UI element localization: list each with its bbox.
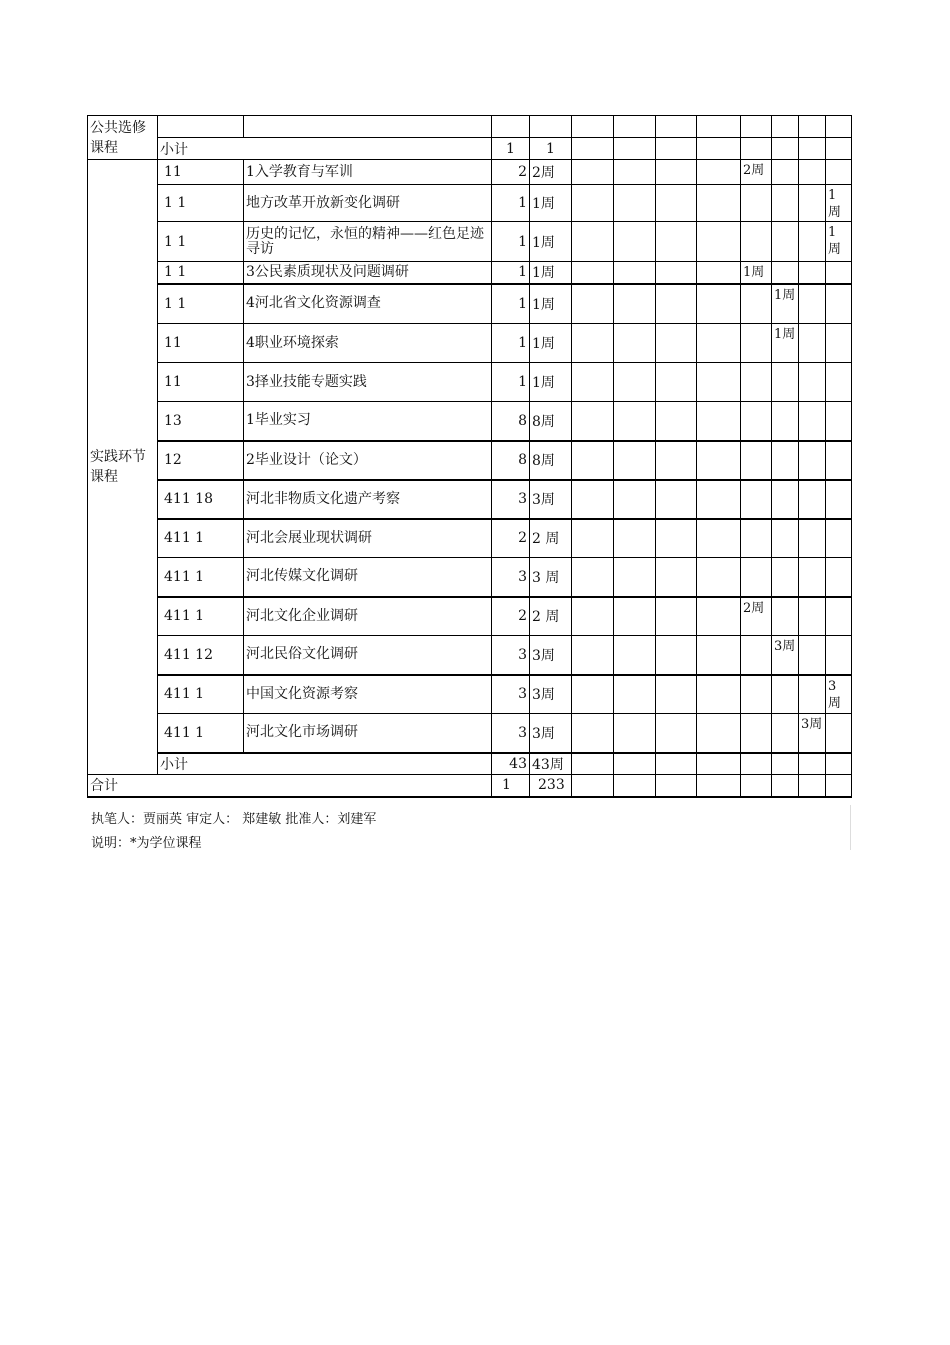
course-credits: 3 — [492, 714, 530, 753]
course-code: 12 — [158, 441, 244, 480]
semester-cell — [614, 185, 656, 222]
semester-cell — [572, 558, 614, 597]
semester-cell — [826, 262, 852, 284]
semester-cell — [614, 714, 656, 753]
semester-cell — [614, 402, 656, 441]
course-name: 3择业技能专题实践 — [244, 363, 492, 402]
semester-cell — [614, 160, 656, 185]
practice-subtotal-weeks: 43周 — [530, 753, 572, 775]
practice-row — [88, 262, 852, 284]
course-name: 河北会展业现状调研 — [244, 519, 492, 558]
semester-cell — [614, 675, 656, 714]
course-credits: 8 — [492, 402, 530, 441]
course-code: 11 — [158, 363, 244, 402]
semester-cell — [741, 558, 772, 597]
course-code: 13 — [158, 402, 244, 441]
semester-cell — [656, 441, 697, 480]
semester-cell — [741, 363, 772, 402]
course-name: 历史的记忆，永恒的精神——红色足迹寻访 — [244, 222, 492, 262]
semester-cell — [799, 402, 826, 441]
course-weeks: 2 周 — [530, 597, 572, 636]
semester-cell — [697, 714, 741, 753]
semester-cell — [572, 262, 614, 284]
course-credits: 1 — [492, 363, 530, 402]
grand-total-row — [88, 775, 852, 797]
practice-row — [88, 480, 852, 519]
course-code: 11 — [158, 160, 244, 185]
course-code: 1 1 — [158, 222, 244, 262]
semester-cell — [697, 324, 741, 363]
course-code: 11 — [158, 324, 244, 363]
semester-cell — [697, 160, 741, 185]
semester-weeks: 2周 — [741, 160, 772, 185]
semester-cell — [799, 636, 826, 675]
semester-cell — [572, 441, 614, 480]
semester-cell — [772, 480, 799, 519]
semester-cell — [656, 675, 697, 714]
semester-cell — [697, 441, 741, 480]
semester-cell — [772, 714, 799, 753]
semester-cell — [826, 284, 852, 324]
semester-cell — [741, 441, 772, 480]
course-credits: 3 — [492, 675, 530, 714]
semester-cell — [614, 597, 656, 636]
semester-cell — [572, 160, 614, 185]
semester-cell — [572, 222, 614, 262]
semester-cell — [826, 480, 852, 519]
course-weeks: 3周 — [530, 636, 572, 675]
total-label: 合计 — [88, 775, 492, 797]
semester-cell — [614, 441, 656, 480]
course-weeks: 3周 — [530, 480, 572, 519]
semester-weeks: 1周 — [772, 324, 799, 363]
course-weeks: 3周 — [530, 714, 572, 753]
semester-cell — [826, 636, 852, 675]
semester-cell — [741, 714, 772, 753]
practice-row — [88, 363, 852, 402]
semester-cell — [741, 324, 772, 363]
course-weeks: 1周 — [530, 324, 572, 363]
semester-cell — [656, 480, 697, 519]
semester-cell — [572, 185, 614, 222]
course-name: 4职业环境探索 — [244, 324, 492, 363]
semester-cell — [572, 480, 614, 519]
grand-total-hours: 233 — [530, 775, 572, 797]
course-credits: 2 — [492, 597, 530, 636]
subtotal-label: 小计 — [158, 753, 492, 775]
semester-cell — [772, 185, 799, 222]
semester-weeks: 1周 — [826, 222, 852, 262]
course-name: 1毕业实习 — [244, 402, 492, 441]
course-credits: 1 — [492, 262, 530, 284]
semester-cell — [656, 262, 697, 284]
practice-row — [88, 441, 852, 480]
elective-subtotal-hours: 1 — [530, 138, 572, 160]
course-name: 地方改革开放新变化调研 — [244, 185, 492, 222]
practice-row — [88, 636, 852, 675]
course-credits: 1 — [492, 222, 530, 262]
semester-cell — [697, 402, 741, 441]
elective-row — [88, 116, 852, 138]
semester-cell — [572, 675, 614, 714]
semester-cell — [656, 558, 697, 597]
semester-cell — [656, 284, 697, 324]
elective-subtotal-row — [88, 138, 852, 160]
practice-row — [88, 160, 852, 185]
semester-weeks: 3周 — [826, 675, 852, 714]
course-weeks: 1周 — [530, 222, 572, 262]
semester-cell — [799, 675, 826, 714]
semester-cell — [614, 363, 656, 402]
semester-cell — [799, 597, 826, 636]
course-credits: 2 — [492, 160, 530, 185]
semester-cell — [572, 597, 614, 636]
semester-cell — [772, 160, 799, 185]
semester-weeks: 1周 — [826, 185, 852, 222]
practice-row — [88, 324, 852, 363]
semester-cell — [799, 284, 826, 324]
semester-cell — [741, 519, 772, 558]
course-code: 411 1 — [158, 714, 244, 753]
course-weeks: 1周 — [530, 284, 572, 324]
course-credits: 1 — [492, 284, 530, 324]
course-weeks: 1周 — [530, 363, 572, 402]
semester-cell — [741, 222, 772, 262]
semester-cell — [697, 185, 741, 222]
semester-cell — [799, 480, 826, 519]
semester-cell — [614, 262, 656, 284]
semester-cell — [572, 324, 614, 363]
subtotal-label: 小计 — [158, 138, 492, 160]
course-name: 河北传媒文化调研 — [244, 558, 492, 597]
semester-cell — [697, 597, 741, 636]
course-credits: 1 — [492, 185, 530, 222]
semester-cell — [614, 480, 656, 519]
practice-row — [88, 519, 852, 558]
semester-cell — [741, 675, 772, 714]
semester-cell — [826, 558, 852, 597]
category-elective: 公共选修课程 — [88, 116, 158, 160]
semester-cell — [656, 636, 697, 675]
semester-cell — [826, 160, 852, 185]
course-code: 411 12 — [158, 636, 244, 675]
semester-cell — [614, 558, 656, 597]
semester-cell — [799, 441, 826, 480]
practice-subtotal-row — [88, 753, 852, 775]
semester-cell — [656, 402, 697, 441]
course-code: 1 1 — [158, 262, 244, 284]
note-line: 说明：*为学位课程 — [91, 836, 202, 851]
semester-cell — [826, 714, 852, 753]
semester-cell — [614, 636, 656, 675]
semester-cell — [656, 324, 697, 363]
semester-weeks: 1周 — [741, 262, 772, 284]
course-code: 1 1 — [158, 185, 244, 222]
semester-cell — [697, 262, 741, 284]
semester-cell — [656, 160, 697, 185]
semester-cell — [656, 714, 697, 753]
grand-total-credits: 1 — [492, 775, 530, 797]
semester-cell — [772, 675, 799, 714]
semester-cell — [614, 324, 656, 363]
semester-cell — [799, 262, 826, 284]
semester-cell — [614, 222, 656, 262]
course-credits: 2 — [492, 519, 530, 558]
semester-cell — [572, 636, 614, 675]
course-name: 2毕业设计（论文） — [244, 441, 492, 480]
practice-row — [88, 558, 852, 597]
practice-row — [88, 597, 852, 636]
course-code: 411 18 — [158, 480, 244, 519]
semester-cell — [826, 324, 852, 363]
course-name: 1入学教育与军训 — [244, 160, 492, 185]
semester-cell — [772, 597, 799, 636]
practice-row — [88, 284, 852, 324]
course-name: 河北文化企业调研 — [244, 597, 492, 636]
semester-cell — [826, 402, 852, 441]
semester-cell — [826, 519, 852, 558]
semester-cell — [772, 441, 799, 480]
course-weeks: 3周 — [530, 675, 572, 714]
semester-cell — [572, 284, 614, 324]
semester-cell — [572, 714, 614, 753]
course-credits: 8 — [492, 441, 530, 480]
course-weeks: 3 周 — [530, 558, 572, 597]
semester-cell — [826, 363, 852, 402]
practice-row — [88, 714, 852, 753]
course-code: 411 1 — [158, 597, 244, 636]
semester-cell — [799, 160, 826, 185]
course-code: 411 1 — [158, 558, 244, 597]
course-weeks: 2 周 — [530, 519, 572, 558]
semester-cell — [697, 519, 741, 558]
semester-cell — [614, 284, 656, 324]
course-name: 河北文化市场调研 — [244, 714, 492, 753]
semester-cell — [799, 363, 826, 402]
course-name: 河北非物质文化遗产考察 — [244, 480, 492, 519]
course-weeks: 8周 — [530, 441, 572, 480]
course-code: 411 1 — [158, 675, 244, 714]
semester-cell — [741, 636, 772, 675]
semester-cell — [697, 284, 741, 324]
practice-row — [88, 402, 852, 441]
semester-cell — [772, 402, 799, 441]
course-name: 4河北省文化资源调查 — [244, 284, 492, 324]
course-code: 1 1 — [158, 284, 244, 324]
semester-cell — [697, 363, 741, 402]
course-credits: 1 — [492, 324, 530, 363]
semester-cell — [697, 480, 741, 519]
semester-cell — [799, 185, 826, 222]
semester-cell — [772, 262, 799, 284]
semester-cell — [772, 519, 799, 558]
semester-cell — [656, 597, 697, 636]
course-name: 3公民素质现状及问题调研 — [244, 262, 492, 284]
course-code: 411 1 — [158, 519, 244, 558]
semester-cell — [697, 222, 741, 262]
course-credits: 3 — [492, 558, 530, 597]
course-weeks: 1周 — [530, 185, 572, 222]
elective-subtotal-credits: 1 — [492, 138, 530, 160]
page-edge-divider — [850, 805, 851, 850]
course-weeks: 2周 — [530, 160, 572, 185]
semester-cell — [772, 558, 799, 597]
semester-cell — [656, 519, 697, 558]
course-weeks: 1周 — [530, 262, 572, 284]
semester-cell — [741, 480, 772, 519]
course-credits: 3 — [492, 636, 530, 675]
semester-cell — [697, 636, 741, 675]
course-weeks: 8周 — [530, 402, 572, 441]
semester-cell — [572, 363, 614, 402]
semester-cell — [741, 284, 772, 324]
semester-cell — [799, 324, 826, 363]
practice-row — [88, 675, 852, 714]
semester-cell — [799, 222, 826, 262]
semester-weeks: 1周 — [772, 284, 799, 324]
curriculum-table — [87, 115, 852, 798]
practice-row — [88, 222, 852, 262]
semester-cell — [697, 558, 741, 597]
signatures-line: 执笔人：贾丽英 审定人： 郑建敏 批准人：刘建军 — [91, 812, 377, 827]
semester-cell — [697, 675, 741, 714]
course-name: 中国文化资源考察 — [244, 675, 492, 714]
semester-cell — [656, 185, 697, 222]
semester-cell — [572, 402, 614, 441]
practice-row — [88, 185, 852, 222]
semester-cell — [741, 185, 772, 222]
semester-cell — [656, 222, 697, 262]
semester-weeks: 3周 — [799, 714, 826, 753]
semester-cell — [826, 597, 852, 636]
category-practice: 实践环节课程 — [88, 160, 158, 775]
semester-cell — [741, 402, 772, 441]
semester-cell — [772, 222, 799, 262]
semester-cell — [572, 519, 614, 558]
semester-cell — [656, 363, 697, 402]
semester-cell — [799, 519, 826, 558]
semester-cell — [799, 558, 826, 597]
semester-cell — [772, 363, 799, 402]
semester-weeks: 2周 — [741, 597, 772, 636]
course-name: 河北民俗文化调研 — [244, 636, 492, 675]
semester-cell — [826, 441, 852, 480]
practice-subtotal-credits: 43 — [492, 753, 530, 775]
semester-weeks: 3周 — [772, 636, 799, 675]
course-credits: 3 — [492, 480, 530, 519]
semester-cell — [614, 519, 656, 558]
